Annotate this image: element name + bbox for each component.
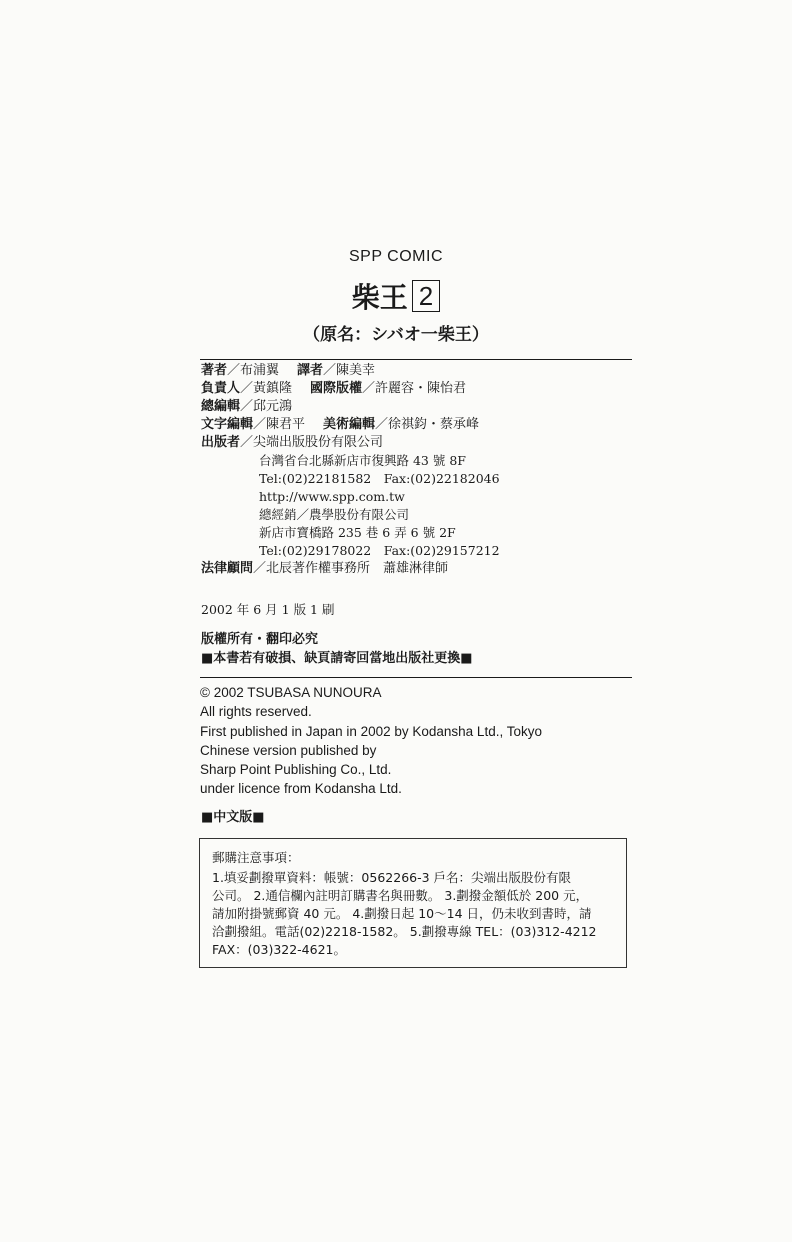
print-date: 2002 年 6 月 1 版 1 刷 (201, 602, 335, 617)
text-editor-label: 文字編輯 (201, 417, 254, 432)
credit-line-editors (201, 416, 641, 434)
translator-label: 譯者 (297, 363, 324, 378)
edition-label: ■中文版■ (201, 810, 265, 825)
distributor-address: 新店市寶橋路 235 巷 6 弄 6 號 2F (259, 525, 456, 540)
publisher-label: 出版者 (201, 435, 241, 450)
notice-line-5: FAX：(03)322-4621。 (212, 942, 346, 957)
title-text: 柴王 (351, 281, 408, 314)
chief-editor-name: ／邱元鴻 (240, 399, 293, 414)
english-line-5: Sharp Point Publishing Co., Ltd. (200, 762, 392, 778)
rep-label: 負責人 (201, 381, 241, 396)
divider-middle (200, 677, 632, 678)
notice-line-3: 請加附掛號郵資 40 元。 4.劃撥日起 10～14 日，仍未收到書時，請 (212, 906, 592, 921)
english-line-6: under licence from Kodansha Ltd. (200, 781, 402, 797)
publisher-tel-fax: Tel:(02)22181582 Fax:(02)22182046 (259, 471, 500, 486)
english-line-4: Chinese version published by (200, 742, 377, 758)
notice-line-4: 洽劃撥組。電話(02)2218-1582。 5.劃撥專線 TEL：(03)312-4212 (212, 924, 597, 939)
distributor-tel-fax: Tel:(02)29178022 Fax:(02)29157212 (259, 543, 500, 558)
art-editor-names: ／徐祺鈞・蔡承峰 (375, 417, 480, 432)
english-copyright (200, 683, 542, 799)
text-editor-name: ／陳君平 (253, 417, 306, 432)
chief-editor-label: 總編輯 (201, 399, 241, 414)
rep-name: ／黃鎮隆 (240, 381, 293, 396)
book-title (0, 276, 792, 316)
credit-line-author (201, 362, 641, 380)
legal-name: ／北辰著作權事務所 蕭雄淋律師 (253, 561, 449, 576)
notice-heading: 郵購注意事項： (212, 850, 300, 865)
rights-notice (201, 630, 473, 668)
author-name: ／布浦翼 (227, 363, 280, 378)
translator-name: ／陳美幸 (323, 363, 376, 378)
credit-line-chief-editor (201, 398, 641, 416)
divider-top (200, 359, 632, 360)
series-name: SPP COMIC (349, 248, 443, 265)
rights-label: 國際版權 (310, 381, 363, 396)
rights-line-1: 版權所有・翻印必究 (201, 632, 319, 647)
credit-line-legal (201, 560, 641, 578)
publisher-name: ／尖端出版股份有限公司 (240, 435, 384, 450)
english-line-2: All rights reserved. (200, 704, 312, 720)
english-line-3: First published in Japan in 2002 by Kodansha Ltd., Tokyo (200, 723, 542, 739)
author-label: 著者 (201, 363, 228, 378)
original-title: （原名：シバオ一柴王） (303, 325, 489, 345)
distributor: 總經銷／農學股份有限公司 (259, 507, 410, 522)
publisher-address: 台灣省台北縣新店市復興路 43 號 8F (259, 453, 466, 468)
rights-names: ／許麗容・陳怡君 (362, 381, 467, 396)
mail-order-notice-box (199, 838, 627, 968)
volume-box: 2 (412, 280, 440, 312)
publisher-url: http://www.spp.com.tw (259, 489, 405, 504)
notice-line-2: 公司。 2.通信欄內註明訂購書名與冊數。 3.劃撥金額低於 200 元， (212, 888, 589, 903)
credits-block (201, 362, 641, 578)
rights-line-2: ■本書若有破損、缺頁請寄回當地出版社更換■ (201, 651, 473, 666)
copyright-line: © 2002 TSUBASA NUNOURA (200, 685, 382, 700)
credit-line-publisher (201, 434, 641, 452)
notice-line-1: 1.填妥劃撥單資料：帳號：0562266-3 戶名：尖端出版股份有限 (212, 870, 572, 885)
legal-label: 法律顧問 (201, 561, 254, 576)
credit-line-rep (201, 380, 641, 398)
art-editor-label: 美術編輯 (323, 417, 376, 432)
